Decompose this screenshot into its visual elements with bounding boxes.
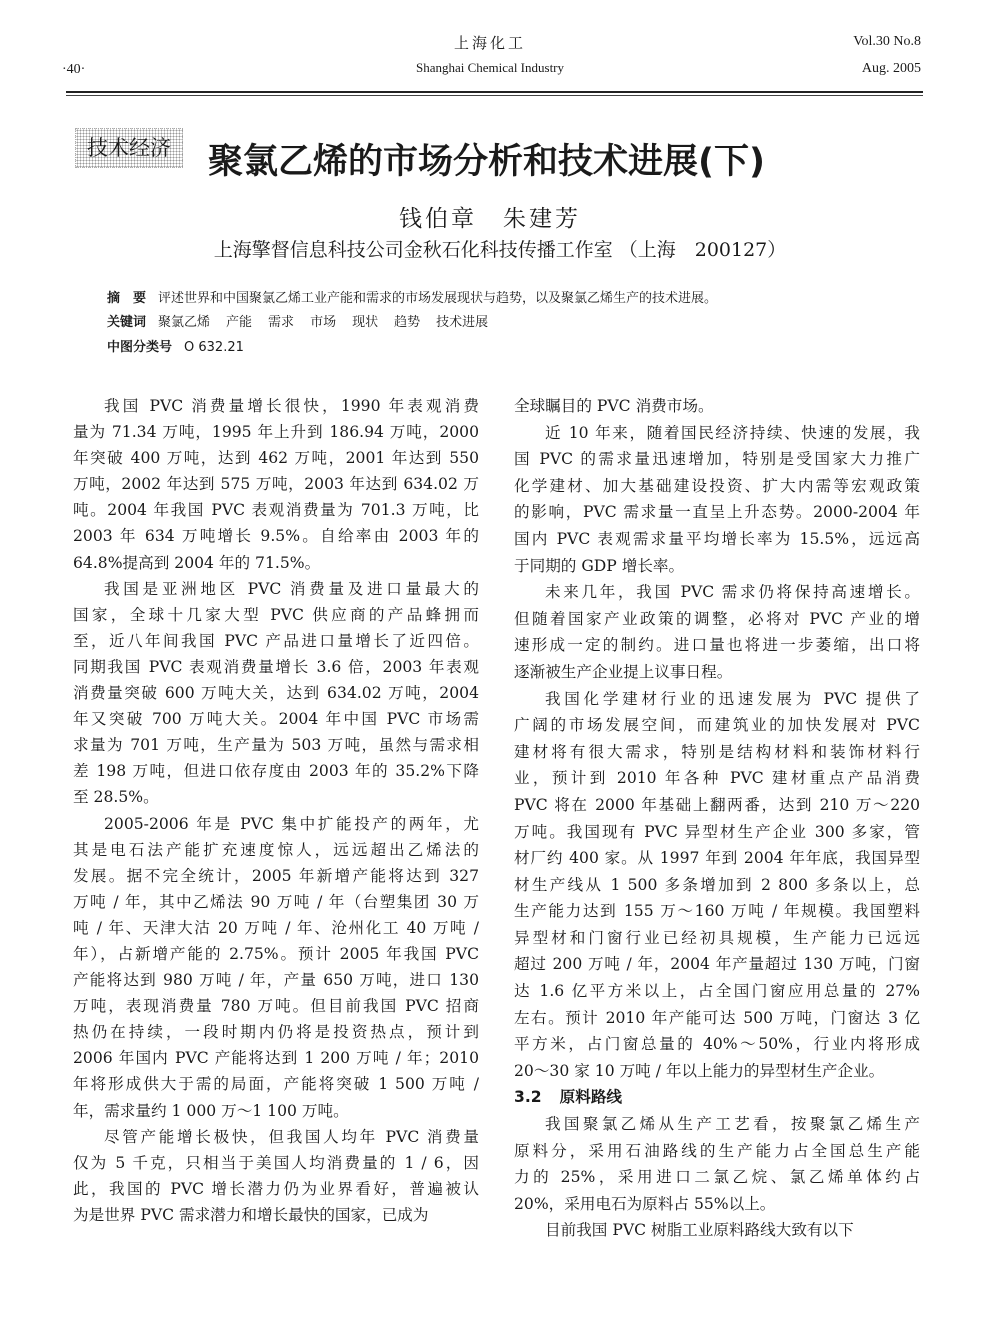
keyword: 市场 — [310, 315, 337, 330]
keyword: 技术进展 — [436, 315, 489, 330]
text-line: 吨 / 年、天津大沽 20 万吨 / 年、沧州化工 40 万吨 / — [73, 918, 479, 937]
text-line: 差 198 万吨，但进口依存度由 2003 年的 35.2%下降 — [73, 762, 479, 781]
text-line: 万吨。我国现有 PVC 异型材生产企业 300 多家，管 — [514, 822, 920, 841]
paragraph — [514, 579, 920, 685]
text-line: 生产能力达到 155 万～160 万吨 / 年规模。我国塑料 — [514, 902, 920, 921]
abstract — [107, 287, 717, 306]
keyword: 产能 — [226, 315, 253, 330]
section-tag: 技术经济 — [75, 128, 183, 168]
text-line: 仅为 5 千克，只相当于美国人均消费量的 1 / 6，因 — [73, 1153, 479, 1172]
paragraph — [514, 393, 920, 420]
paragraph — [514, 420, 920, 580]
text-line: 万吨，2002 年达到 575 万吨，2003 年达到 634.02 万 — [73, 475, 479, 494]
text-line: 尽管产能增长极快，但我国人均年 PVC 消费量 — [104, 1127, 479, 1146]
keywords-label: 关键词 — [107, 315, 147, 330]
keywords — [107, 311, 520, 330]
classification — [107, 336, 244, 355]
text-line: 材生产线从 1 500 多条增加到 2 800 多条以上，总 — [514, 875, 920, 894]
text-line: 力的 25%，采用进口二氯乙烷、氯乙烯单体约占 — [514, 1168, 920, 1187]
text-line: 目前我国 PVC 树脂工业原料路线大致有以下 — [545, 1221, 854, 1240]
text-line: 我国是亚洲地区 PVC 消费量及进口量最大的 — [104, 579, 479, 598]
paragraph — [73, 1124, 479, 1228]
text-line: 国内 PVC 表观需求量平均增长率为 15.5%，远远高 — [514, 529, 920, 548]
article-title: 聚氯乙烯的市场分析和技术进展(下) — [208, 142, 765, 182]
text-line: 2005-2006 年是 PVC 集中扩能投产的两年，尤 — [104, 814, 479, 833]
classification-value: O 632.21 — [184, 340, 244, 355]
text-line: 左右。预计 2010 年产能可达 500 万吨，门窗达 3 亿 — [514, 1008, 920, 1027]
text-line: 我国聚氯乙烯从生产工艺看，按聚氯乙烯生产 — [545, 1115, 920, 1134]
text-line: 未来几年，我国 PVC 需求仍将保持高速增长。 — [545, 583, 920, 602]
text-line: 近 10 年来，随着国民经济持续、快速的发展，我 — [545, 423, 920, 442]
keyword: 现状 — [352, 315, 379, 330]
header-rule — [66, 91, 923, 93]
text-line: 化学建材、加大基础建设投资、扩大内需等宏观政策 — [514, 476, 920, 495]
text-line: 年），占新增产能的 2.75%。预计 2005 年我国 PVC — [73, 944, 479, 963]
text-line: 广阔的市场发展空间，而建筑业的加快发展对 PVC — [514, 716, 920, 735]
journal-title-en: Shanghai Chemical Industry — [415, 60, 565, 75]
text-line: 万吨 / 年，其中乙烯法 90 万吨 / 年（台塑集团 30 万 — [73, 892, 479, 911]
paragraph — [514, 686, 920, 1085]
text-line: 我国化学建材行业的迅速发展为 PVC 提供了 — [545, 689, 920, 708]
keyword: 趋势 — [394, 315, 421, 330]
text-line: 我国 PVC 消费量增长很快，1990 年表观消费 — [104, 397, 479, 415]
text-line: 业，预计到 2010 年各种 PVC 建材重点产品消费 — [514, 769, 920, 788]
text-line: 产能将达到 980 万吨 / 年，产量 650 万吨，进口 130 — [73, 971, 479, 990]
text-line: 为是世界 PVC 需求潜力和增长最快的国家，已成为 — [73, 1205, 429, 1224]
issue-date: Aug. 2005 — [861, 61, 921, 76]
text-line: 吨。2004 年我国 PVC 表观消费量为 701.3 万吨，比 — [73, 501, 479, 520]
keyword: 聚氯乙烯 — [158, 315, 211, 330]
text-line: 平方米，占门窗总量的 40%～50%，行业内将形成 — [514, 1035, 920, 1054]
text-line: 64.8%提高到 2004 年的 71.5%。 — [73, 553, 321, 572]
text-line: 逐渐被生产企业提上议事日程。 — [514, 662, 733, 681]
text-line: 原料分，采用石油路线的生产能力占全国总生产能 — [514, 1141, 920, 1160]
text-line: 于同期的 GDP 增长率。 — [514, 556, 685, 575]
text-line: 同期我国 PVC 表观消费量增长 3.6 倍，2003 年表观 — [73, 657, 479, 676]
journal-title-cn: 上海化工 — [453, 34, 526, 52]
text-line: 材厂约 400 家。从 1997 年到 2004 年年底，我国异型 — [514, 849, 920, 868]
text-line: 速形成一定的制约。进口量也将进一步萎缩，出口将 — [514, 636, 920, 655]
text-line: 20%，采用电石为原料占 55%以上。 — [514, 1194, 776, 1213]
text-line: 但随着国家产业政策的调整，必将对 PVC 产业的增 — [514, 609, 920, 628]
authors: 钱伯章 朱建芳 — [399, 206, 581, 232]
keyword-list — [158, 315, 504, 330]
text-line: 万吨，表现消费量 780 万吨。但目前我国 PVC 招商 — [73, 997, 479, 1016]
text-line: 此，我国的 PVC 增长潜力仍为业界看好，普遍被认 — [73, 1179, 479, 1198]
volume-issue: Vol.30 No.8 — [853, 34, 921, 49]
text-line: 至 28.5%。 — [73, 788, 159, 807]
affiliation: 上海擎督信息科技公司金秋石化科技传播工作室 （上海 200127） — [213, 239, 787, 261]
text-line: 至，近八年间我国 PVC 产品进口量增长了近四倍。 — [73, 631, 479, 650]
header-rule-thin — [66, 95, 923, 96]
text-line: 年将形成供大于需的局面，产能将突破 1 500 万吨 / — [73, 1075, 479, 1094]
text-line: 求量为 701 万吨，生产量为 503 万吨，虽然与需求相 — [73, 736, 479, 755]
classification-label: 中图分类号 — [107, 340, 173, 355]
paragraph — [73, 393, 479, 576]
text-line: 全球瞩目的 PVC 消费市场。 — [514, 397, 714, 415]
text-line: 2006 年国内 PVC 产能将达到 1 200 万吨 / 年；2010 — [73, 1049, 479, 1068]
text-line: PVC 将在 2000 年基础上翻两番，达到 210 万～220 — [514, 795, 920, 814]
paragraph — [514, 1111, 920, 1217]
text-line: 超过 200 万吨 / 年，2004 年产量超过 130 万吨，门窗 — [514, 955, 920, 974]
paragraph — [73, 811, 479, 1124]
section-number: 3.2 — [514, 1088, 542, 1107]
text-line: 达 1.6 亿平方米以上，占全国门窗应用总量的 27% — [514, 982, 920, 1001]
body-column-left — [73, 393, 479, 1228]
keyword: 需求 — [268, 315, 295, 330]
page-number: ·40· — [62, 62, 86, 77]
text-line: 年又突破 700 万吨大关。2004 年中国 PVC 市场需 — [73, 710, 479, 729]
paragraph — [514, 1217, 920, 1244]
text-line: 20～30 家 10 万吨 / 年以上能力的异型材生产企业。 — [514, 1061, 885, 1080]
abstract-label: 摘 要 — [107, 291, 147, 306]
text-line: 异型材和门窗行业已经初具规模，生产能力已远远 — [514, 928, 920, 947]
section-heading — [514, 1084, 920, 1111]
text-line: 的影响，PVC 需求量一直呈上升态势。2000-2004 年 — [514, 503, 920, 522]
text-line: 量为 71.34 万吨，1995 年上升到 186.94 万吨，2000 — [73, 423, 479, 442]
text-line: 其是电石法产能扩充速度惊人，远远超出乙烯法的 — [73, 840, 479, 859]
text-line: 国家，全球十几家大型 PVC 供应商的产品蜂拥而 — [73, 605, 479, 624]
abstract-text: 评述世界和中国聚氯乙烯工业产能和需求的市场发展现状与趋势，以及聚氯乙烯生产的技术进展。 — [158, 291, 718, 306]
text-line: 热仍在持续，一段时期内仍将是投资热点，预计到 — [73, 1023, 479, 1042]
text-line: 发展。据不完全统计，2005 年新增产能将达到 327 — [73, 866, 479, 885]
text-line: 年，需求量约 1 000 万～1 100 万吨。 — [73, 1101, 349, 1120]
text-line: 消费量突破 600 万吨大关，达到 634.02 万吨，2004 — [73, 684, 479, 703]
paragraph — [73, 576, 479, 811]
section-title: 原料路线 — [559, 1088, 623, 1107]
text-line: 国 PVC 的需求量迅速增加，特别是受国家大力推广 — [514, 450, 920, 469]
body-column-right — [514, 393, 920, 1244]
text-line: 2003 年 634 万吨增长 9.5%。自给率由 2003 年的 — [73, 527, 479, 546]
text-line: 建材将有很大需求，特别是结构材料和装饰材料行 — [514, 742, 920, 761]
text-line: 年突破 400 万吨，达到 462 万吨，2001 年达到 550 — [73, 449, 479, 468]
